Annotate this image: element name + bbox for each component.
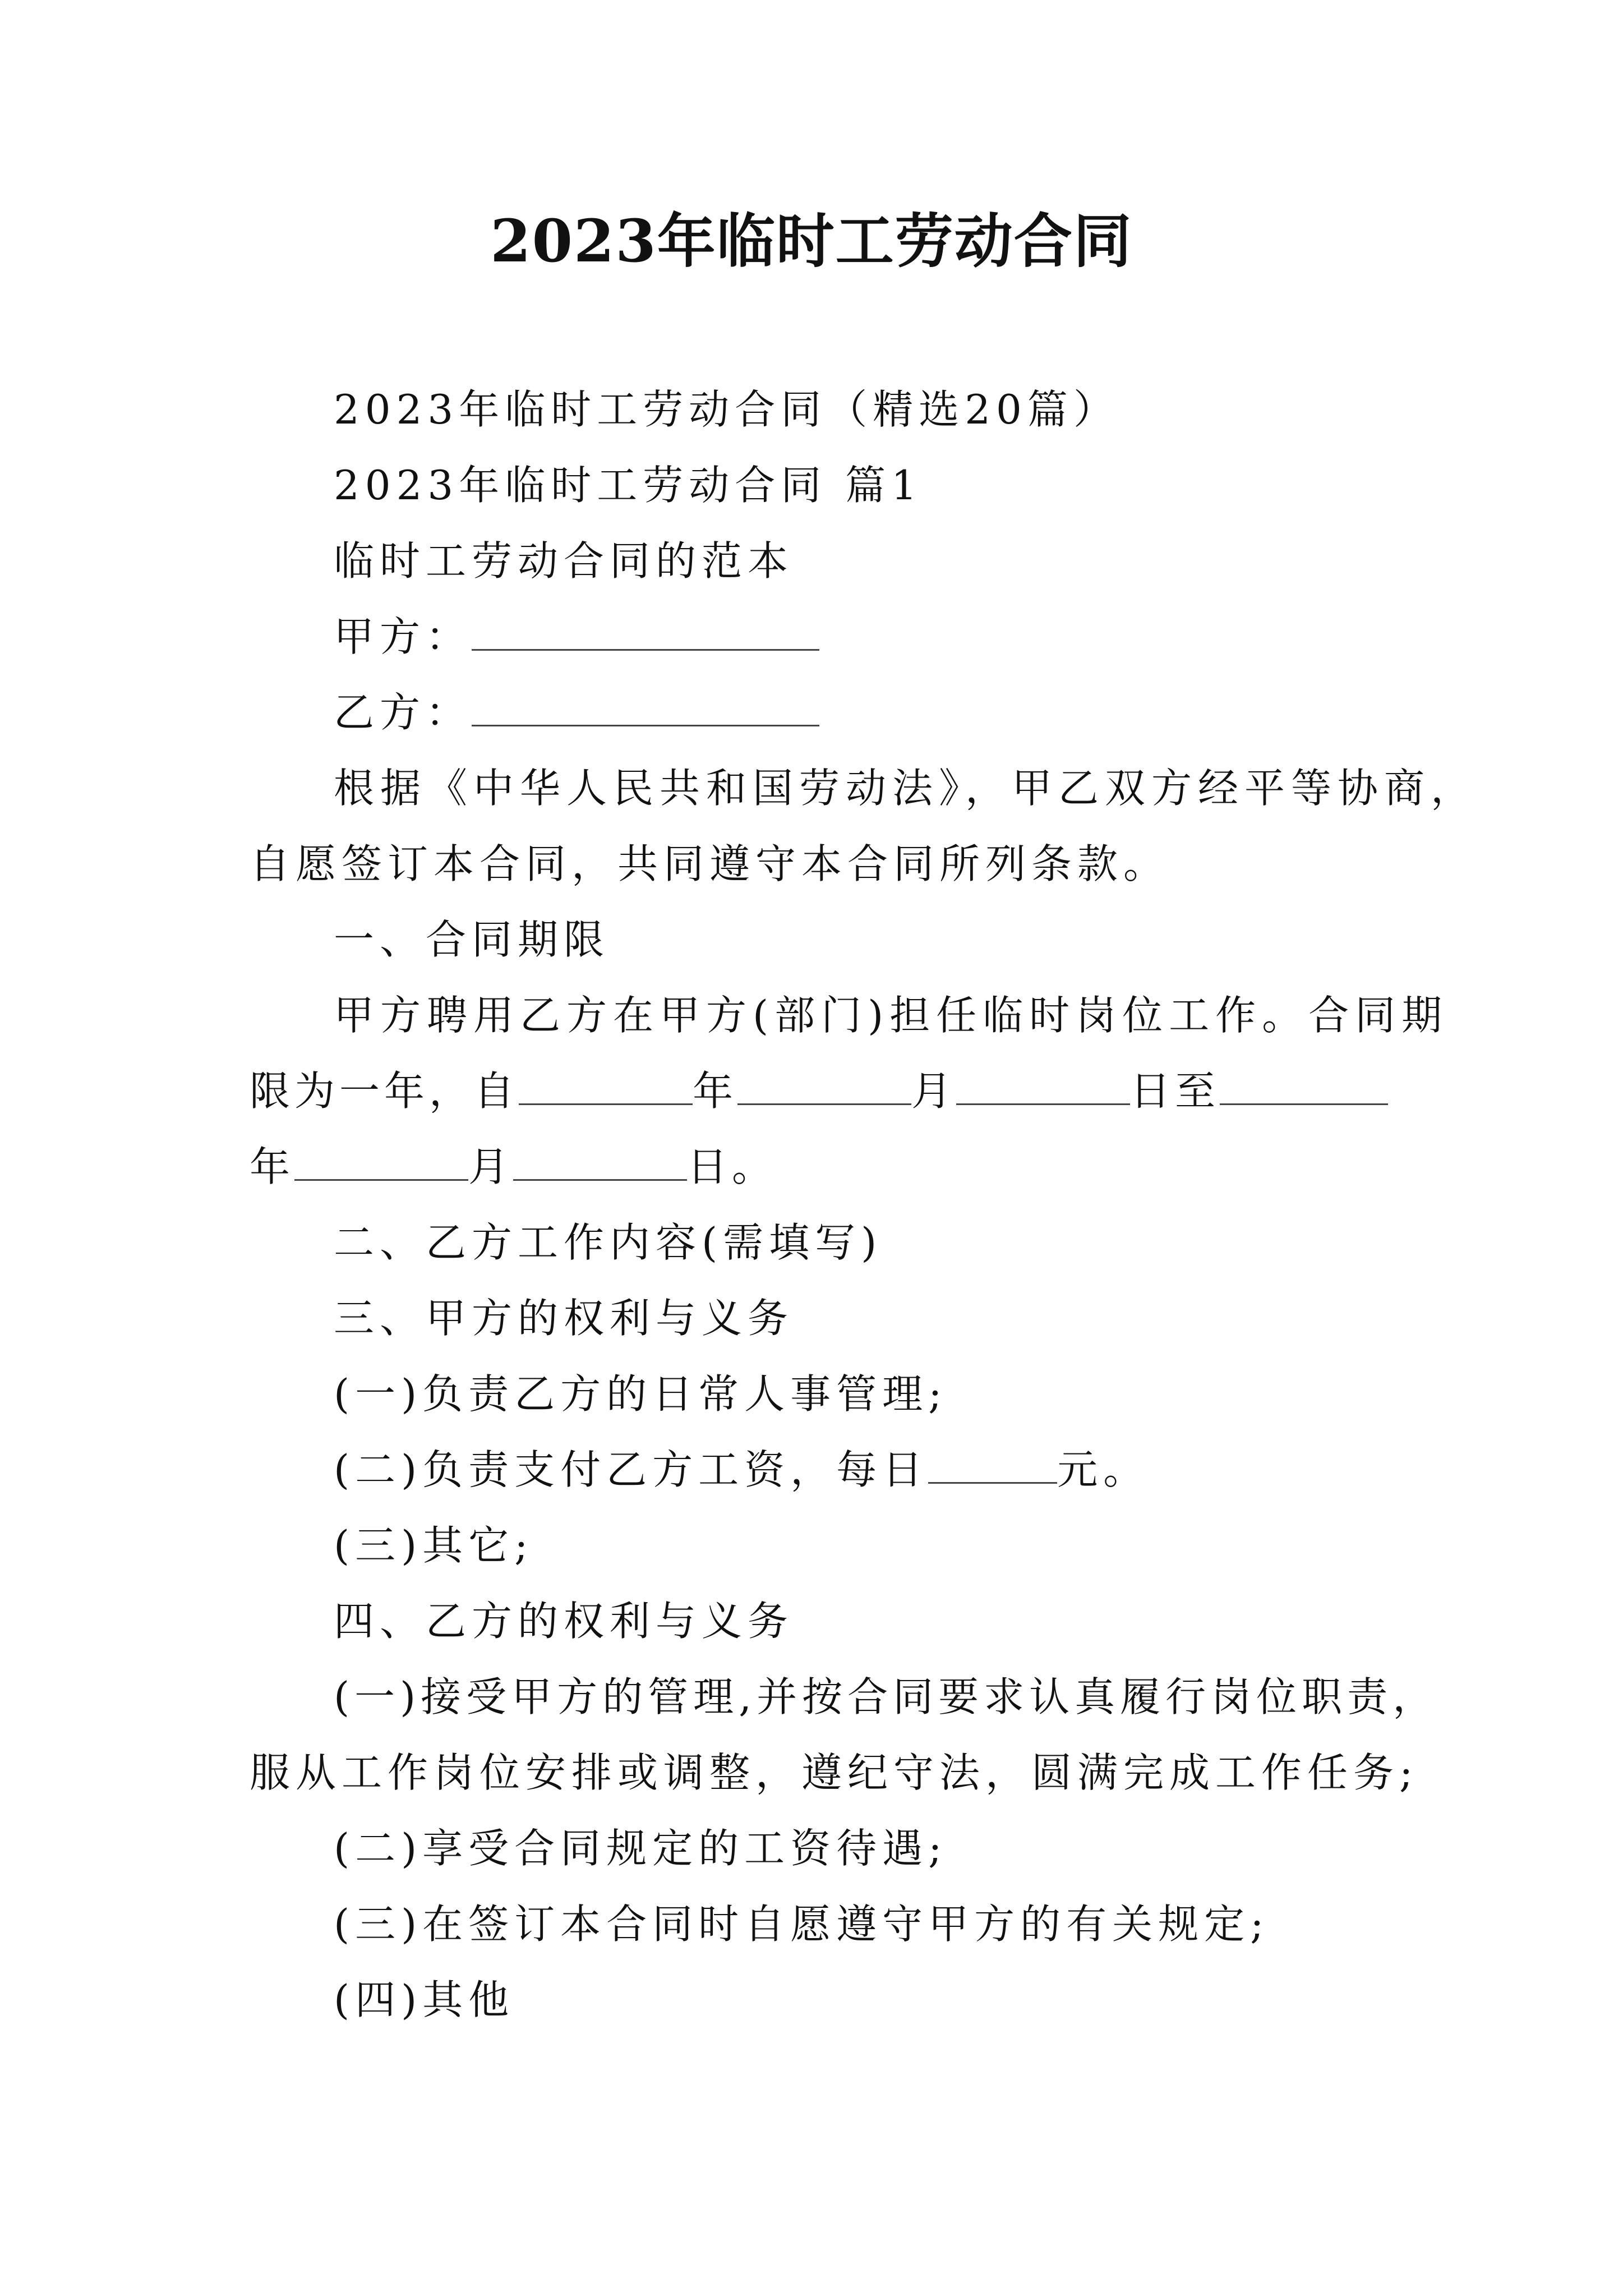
wage-line [334, 1442, 1149, 1498]
paragraph: (三)其它; [334, 1522, 534, 1569]
wage-text: (二)负责支付乙方工资，每日 [334, 1446, 929, 1493]
paragraph: (一)负责乙方的日常人事管理; [334, 1370, 948, 1418]
section-heading: 二、乙方工作内容(需填写) [334, 1219, 883, 1266]
daily-wage-blank[interactable] [928, 1443, 1057, 1484]
date-text: 日至 [1130, 1068, 1220, 1115]
party-a-blank[interactable] [472, 610, 819, 651]
end-day-blank[interactable] [513, 1140, 687, 1181]
paragraph: (四)其他 [334, 1976, 515, 2023]
date-text: 月 [911, 1068, 957, 1115]
date-text: 年 [693, 1068, 738, 1115]
subtitle-line: 2023年临时工劳动合同（精选20篇） [334, 386, 1119, 433]
party-a-label: 甲方： [334, 613, 472, 660]
paragraph: 临时工劳动合同的范本 [334, 537, 794, 585]
end-year-blank[interactable] [1220, 1064, 1388, 1105]
party-b-blank[interactable] [472, 685, 819, 726]
paragraph: 根据《中华人民共和国劳动法》，甲乙双方经平等协商， [334, 765, 1478, 812]
paragraph: 自愿签订本合同，共同遵守本合同所列条款。 [250, 840, 1170, 887]
section-heading: 2023年临时工劳动合同 篇1 [334, 462, 923, 509]
date-text: 日。 [687, 1143, 777, 1190]
party-b-line [334, 684, 819, 740]
paragraph: (一)接受甲方的管理,并按合同要求认真履行岗位职责， [334, 1673, 1438, 1720]
end-month-blank[interactable] [294, 1140, 468, 1181]
section-heading: 四、乙方的权利与义务 [334, 1598, 794, 1645]
paragraph: 服从工作岗位安排或调整，遵纪守法，圆满完成工作任务; [250, 1749, 1419, 1796]
date-text: 月 [468, 1143, 514, 1190]
date-line [250, 1063, 1388, 1119]
start-day-blank[interactable] [956, 1064, 1130, 1105]
paragraph: (二)享受合同规定的工资待遇; [334, 1825, 948, 1872]
date-text: 年 [250, 1143, 295, 1190]
paragraph: 甲方聘用乙方在甲方(部门)担任临时岗位工作。合同期 [334, 992, 1449, 1039]
date-text: 限为一年，自 [250, 1068, 519, 1115]
date-line [250, 1139, 777, 1195]
wage-text: 元。 [1057, 1446, 1150, 1493]
section-heading: 三、甲方的权利与义务 [334, 1295, 794, 1342]
start-year-blank[interactable] [519, 1064, 693, 1105]
party-b-label: 乙方： [334, 689, 472, 736]
document-title: 2023年临时工劳动合同 [490, 206, 1133, 275]
section-heading: 一、合同期限 [334, 916, 610, 963]
party-a-line [334, 609, 819, 665]
paragraph: (三)在签订本合同时自愿遵守甲方的有关规定; [334, 1901, 1270, 1948]
start-month-blank[interactable] [737, 1064, 911, 1105]
